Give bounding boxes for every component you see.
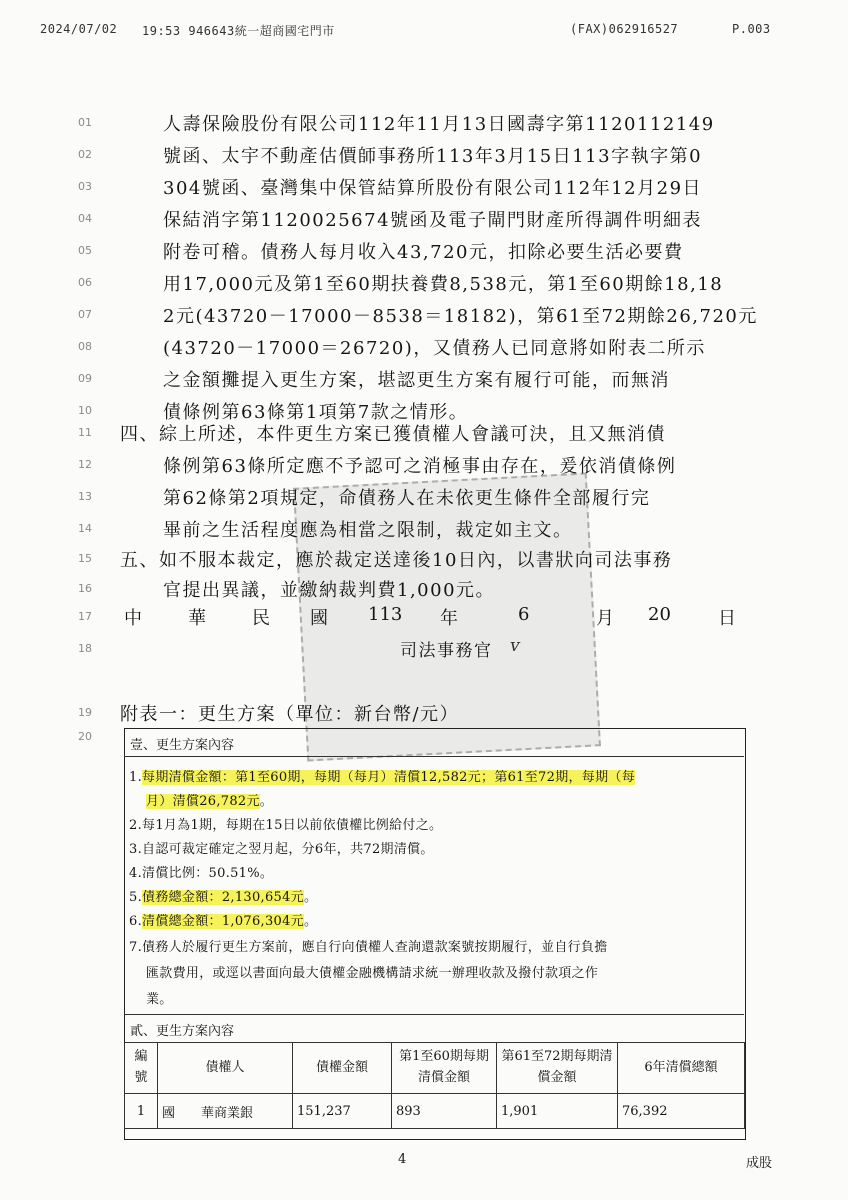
line-number: 17 (78, 610, 92, 623)
table-header: 債權金額 (293, 1043, 392, 1094)
table-cell: 國 華商業銀 (158, 1094, 293, 1129)
fax-number: (FAX)062916527 (570, 22, 679, 36)
fax-page: P.003 (732, 22, 771, 36)
line-number: 10 (78, 404, 92, 417)
table-cell: 1 (125, 1094, 158, 1129)
fax-time-sender: 19:53 946643統一超商國宅門市 (142, 24, 335, 38)
line-number: 03 (78, 180, 92, 193)
plan-item-6: 6.清償總金額：1,076,304元。 (129, 914, 318, 929)
table-cell: 1,901 (497, 1094, 618, 1129)
signature-mark: ᴠ (510, 636, 522, 656)
divider (124, 756, 744, 757)
body-line: 附卷可稽。債務人每月收入43,720元，扣除必要生活必要費 (163, 242, 684, 263)
table-cell: 151,237 (293, 1094, 392, 1129)
body-line: 條例第63條所定應不予認可之消極事由存在，爰依消債條例 (163, 456, 677, 477)
date-part: 日 (718, 608, 736, 629)
line-number: 15 (78, 552, 92, 565)
table-row (125, 1094, 745, 1129)
line-number: 19 (78, 706, 92, 719)
line-number: 06 (78, 276, 92, 289)
body-line: 官提出異議，並繳納裁判費1,000元。 (163, 580, 496, 601)
plan-item-4: 4.清償比例：50.51%。 (129, 866, 274, 881)
line-number: 08 (78, 340, 92, 353)
plan-item-7: 7.債務人於履行更生方案前，應自行向債權人查詢還款案號按期履行，並自行負擔 (129, 940, 608, 955)
line-number: 12 (78, 458, 92, 471)
plan-item-2: 2.每1月為1期，每期在15日以前依債權比例給付之。 (129, 818, 443, 833)
table-cell: 76,392 (618, 1094, 745, 1129)
line-number: 11 (78, 426, 92, 439)
date-part: 113 (368, 604, 403, 625)
body-line: 四、綜上所述，本件更生方案已獲債權人會議可決，且又無消債 (120, 424, 666, 445)
table-cell: 893 (392, 1094, 497, 1129)
line-number: 02 (78, 148, 92, 161)
body-line: 號函、太宇不動產估價師事務所113年3月15日113字執字第0 (163, 146, 703, 167)
body-line: 畢前之生活程度應為相當之限制，裁定如主文。 (163, 520, 573, 541)
plan-item-1-cont: 月）清償26,782元。 (146, 794, 274, 809)
line-number: 20 (78, 730, 92, 743)
divider (124, 1014, 744, 1015)
date-part: 民 (252, 608, 270, 629)
date-part: 月 (596, 608, 614, 629)
line-number: 18 (78, 642, 92, 655)
plan-item-7-cont: 匯款費用，或逕以書面向最大債權金融機構請求統一辦理收款及撥付款項之作 (146, 966, 599, 981)
line-number: 04 (78, 212, 92, 225)
body-line: 之金額攤提入更生方案，堪認更生方案有履行可能，而無消 (163, 370, 670, 391)
table-header: 編號 (125, 1043, 158, 1094)
table-header: 債權人 (158, 1043, 293, 1094)
plan-item-5: 5.債務總金額：2,130,654元。 (129, 890, 318, 905)
body-line: 304號函、臺灣集中保管結算所股份有限公司112年12月29日 (163, 178, 703, 199)
table-header: 第1至60期每期清償金額 (392, 1043, 497, 1094)
date-part: 6 (518, 604, 530, 625)
line-number: 01 (78, 116, 92, 129)
date-part: 中 (124, 608, 142, 629)
body-line: 第62條第2項規定，命債務人在未依更生條件全部履行完 (163, 488, 651, 509)
plan-item-1: 1.每期清償金額：第1至60期，每期（每月）清償12,582元；第61至72期，每期（每 (129, 770, 635, 785)
plan-item-7-cont2: 業。 (146, 992, 173, 1007)
fax-date: 2024/07/02 (40, 22, 118, 36)
appendix-title: 附表一：更生方案（單位：新台幣/元） (120, 704, 460, 725)
table-header: 6年清償總額 (618, 1043, 745, 1094)
page-number: 4 (398, 1152, 407, 1167)
date-part: 華 (188, 608, 206, 629)
plan-item-3: 3.自認可裁定確定之翌月起，分6年，共72期清償。 (129, 842, 434, 857)
line-number: 07 (78, 308, 92, 321)
signature-title: 司法事務官 (400, 641, 493, 661)
line-number: 05 (78, 244, 92, 257)
body-line: 五、如不服本裁定，應於裁定送達後10日內，以書狀向司法事務 (120, 550, 673, 571)
section1-title: 壹、更生方案內容 (130, 738, 235, 753)
body-line: (43720－17000＝26720)，又債務人已同意將如附表二所示 (163, 338, 706, 359)
body-line: 人壽保險股份有限公司112年11月13日國壽字第1120112149 (163, 114, 715, 135)
creditor-table (124, 1042, 745, 1129)
line-number: 09 (78, 372, 92, 385)
footer-mark: 成股 (746, 1156, 773, 1171)
line-number: 16 (78, 582, 92, 595)
body-line: 債條例第63條第1項第7款之情形。 (163, 402, 469, 423)
date-part: 年 (440, 608, 458, 629)
section2-title: 貳、更生方案內容 (130, 1024, 235, 1039)
line-number: 14 (78, 522, 92, 535)
date-part: 20 (648, 604, 671, 625)
date-part: 國 (310, 608, 328, 629)
body-line: 2元(43720－17000－8538＝18182)，第61至72期餘26,720元 (163, 306, 758, 327)
line-number: 13 (78, 490, 92, 503)
body-line: 保結消字第1120025674號函及電子閘門財產所得調件明細表 (163, 210, 703, 231)
table-header: 第61至72期每期清償金額 (497, 1043, 618, 1094)
body-line: 用17,000元及第1至60期扶養費8,538元，第1至60期餘18,18 (163, 274, 724, 295)
